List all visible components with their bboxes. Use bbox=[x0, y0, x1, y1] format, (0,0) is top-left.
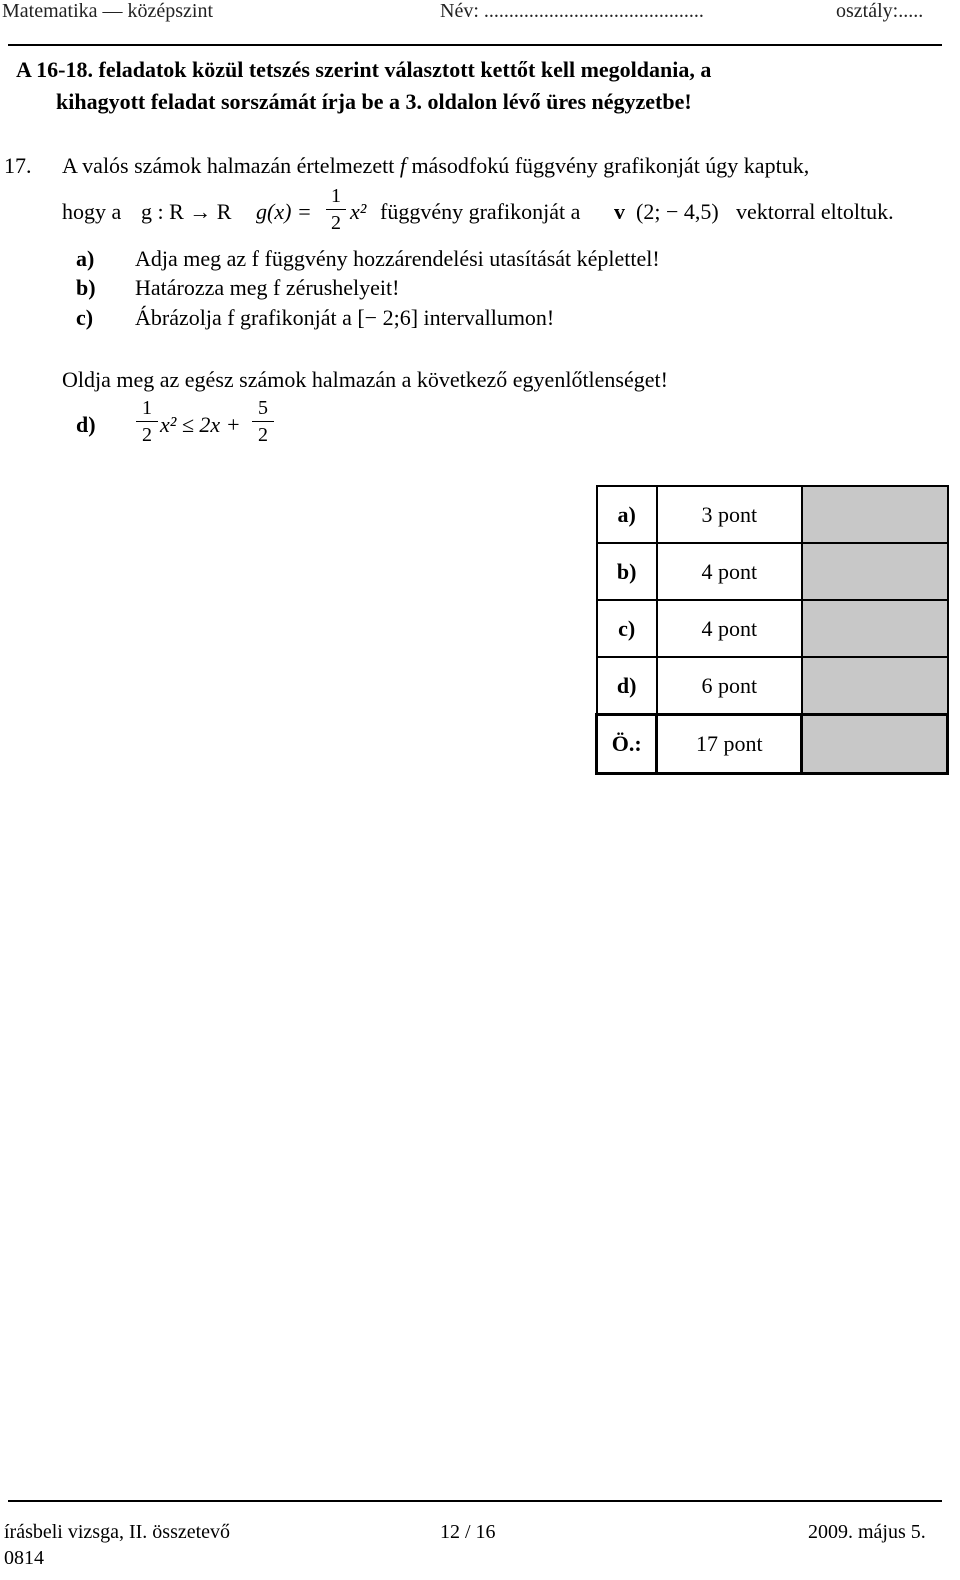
problem-number: 17. bbox=[4, 153, 32, 178]
score-row bbox=[597, 543, 948, 600]
footer-rule bbox=[8, 1500, 942, 1502]
score-table bbox=[595, 485, 949, 775]
score-row bbox=[597, 486, 948, 543]
score-blank-cell[interactable] bbox=[802, 486, 948, 543]
score-total-row bbox=[597, 715, 948, 774]
score-row bbox=[597, 600, 948, 657]
end-text: vektorral eltoltuk. bbox=[736, 199, 894, 224]
header-subject: Matematika — középszint bbox=[2, 0, 214, 22]
score-points: 4 pont bbox=[657, 543, 802, 600]
part-b-text: Határozza meg f zérushelyeit! bbox=[135, 275, 400, 300]
instruction-line-2: kihagyott feladat sorszámát írja be a 3. oldalon lévő üres négyzetbe! bbox=[56, 89, 692, 114]
score-label: d) bbox=[597, 657, 657, 715]
part-a-label: a) bbox=[76, 246, 95, 271]
score-label: c) bbox=[597, 600, 657, 657]
inequality-middle: x² ≤ 2x + bbox=[160, 412, 241, 437]
mid-text: függvény grafikonját a bbox=[380, 199, 581, 224]
header-class-field: osztály:..... bbox=[836, 0, 924, 22]
part-d-label: d) bbox=[76, 412, 96, 437]
score-label: b) bbox=[597, 543, 657, 600]
g-expression: g(x) = bbox=[256, 199, 312, 224]
score-blank-cell[interactable] bbox=[802, 657, 948, 715]
inequality-fraction-2: 5 2 bbox=[252, 398, 274, 445]
problem-intro-line-1: A valós számok halmazán értelmezett f másodfokú függvény grafikonját úgy kaptuk, bbox=[62, 153, 810, 178]
footer-page: 12 / 16 bbox=[440, 1521, 496, 1543]
x-squared: x² bbox=[350, 199, 367, 224]
part-a-text: Adja meg az f függvény hozzárendelési utasítását képlettel! bbox=[135, 246, 660, 271]
vector-symbol: v bbox=[614, 199, 625, 224]
score-label: a) bbox=[597, 486, 657, 543]
part-c-text: Ábrázolja f grafikonját a [− 2;6] intervallumon! bbox=[135, 305, 555, 330]
header-name-field: Név: ............................................ bbox=[440, 0, 704, 22]
score-total-label: Ö.: bbox=[597, 715, 657, 774]
footer-left: írásbeli vizsga, II. összetevő bbox=[4, 1521, 231, 1543]
problem-intro-line-2-start: hogy a bbox=[62, 199, 122, 224]
score-blank-cell[interactable] bbox=[802, 600, 948, 657]
score-total-points: 17 pont bbox=[657, 715, 802, 774]
score-points: 4 pont bbox=[657, 600, 802, 657]
inequality-intro: Oldja meg az egész számok halmazán a következő egyenlőtlenséget! bbox=[62, 367, 668, 392]
g-definition: g : R → R bbox=[141, 199, 232, 224]
footer-code: 0814 bbox=[4, 1547, 44, 1569]
footer-date: 2009. május 5. bbox=[808, 1521, 926, 1543]
score-blank-cell[interactable] bbox=[802, 543, 948, 600]
score-points: 6 pont bbox=[657, 657, 802, 715]
instruction-line-1: A 16-18. feladatok közül tetszés szerint választott kettőt kell megoldania, a bbox=[16, 57, 712, 82]
g-fraction: 1 2 bbox=[326, 186, 346, 233]
score-total-blank-cell[interactable] bbox=[802, 715, 948, 774]
score-points: 3 pont bbox=[657, 486, 802, 543]
inequality-fraction-1: 1 2 bbox=[136, 398, 158, 445]
score-row bbox=[597, 657, 948, 715]
header-rule bbox=[8, 44, 942, 46]
vector-coords: (2; − 4,5) bbox=[636, 199, 719, 224]
part-c-label: c) bbox=[76, 305, 94, 330]
part-b-label: b) bbox=[76, 275, 96, 300]
